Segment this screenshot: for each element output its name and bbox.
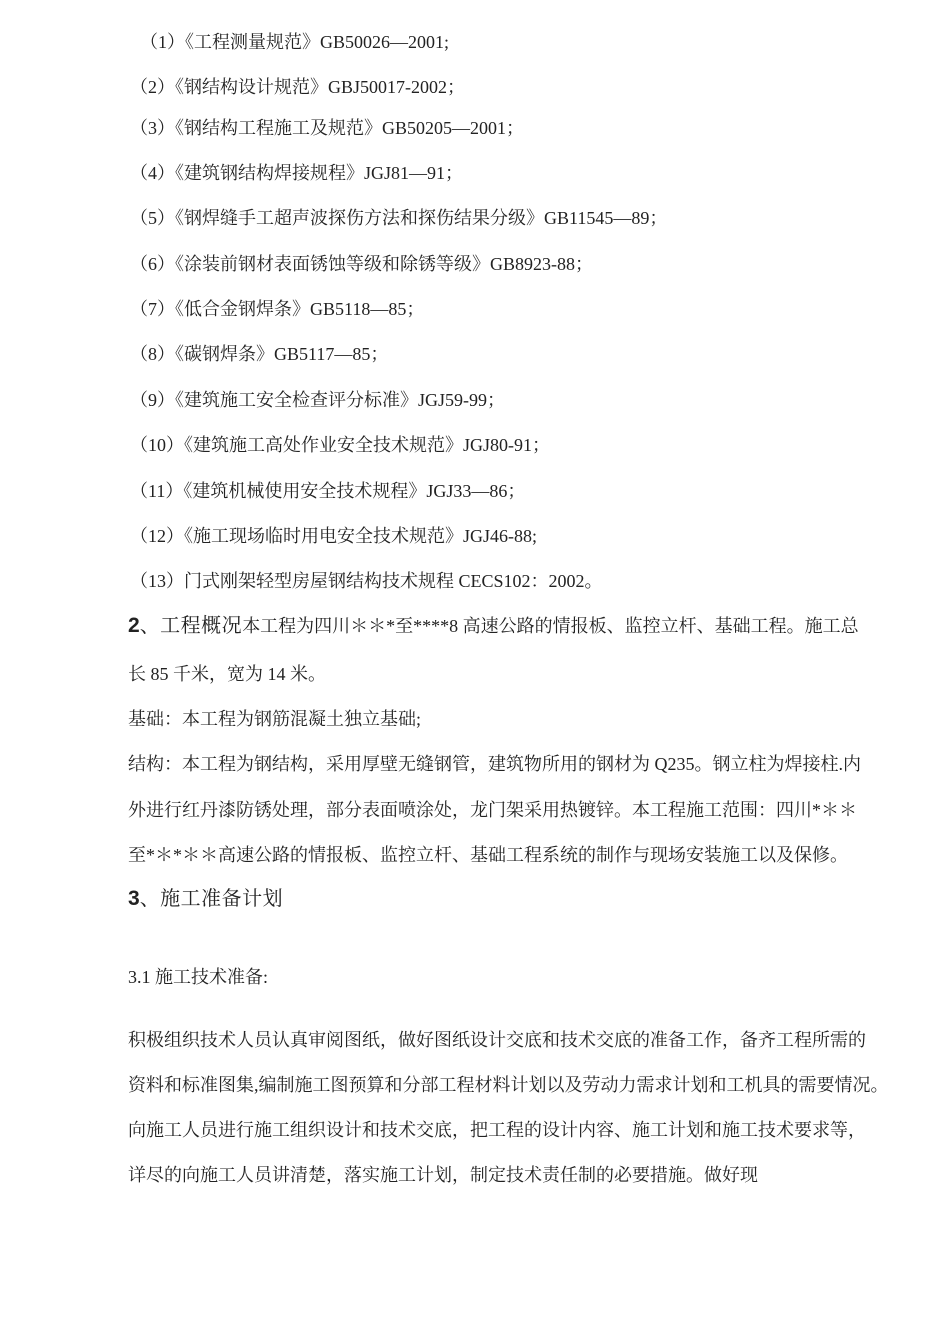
section-2-heading-line <box>128 614 859 638</box>
reference-item: （11）《建筑机械使用安全技术规程》JGJ33—86； <box>130 481 526 501</box>
section-3-heading <box>128 887 283 911</box>
paragraph-line: 至*＊*＊＊高速公路的情报板、监控立杆、基础工程系统的制作与现场安装施工以及保修。 <box>128 845 848 865</box>
paragraph-line: 向施工人员进行施工组织设计和技术交底，把工程的设计内容、施工计划和施工技术要求等， <box>128 1120 866 1140</box>
section-number: 3 <box>128 887 140 910</box>
reference-item: （8）《碳钢焊条》GB5117—85； <box>130 344 389 364</box>
reference-item: （3）《钢结构工程施工及规范》GB50205—2001； <box>130 118 525 138</box>
reference-item: （9）《建筑施工安全检查评分标准》JGJ59-99； <box>130 390 506 410</box>
paragraph-line: 结构：本工程为钢结构，采用厚壁无缝钢管，建筑物所用的钢材为 Q235。钢立柱为焊接柱.内 <box>128 754 861 774</box>
subsection-title: 3.1 施工技术准备: <box>128 967 269 987</box>
reference-item: （6）《涂装前钢材表面锈蚀等级和除锈等级》GB8923-88； <box>130 254 593 274</box>
paragraph-line: 详尽的向施工人员讲清楚，落实施工计划，制定技术责任制的必要措施。做好现 <box>128 1165 758 1185</box>
section-intro-text: 本工程为四川＊＊*至****8 高速公路的情报板、监控立杆、基础工程。施工总 <box>242 616 859 636</box>
reference-item: （4）《建筑钢结构焊接规程》JGJ81—91； <box>130 163 464 183</box>
reference-item: （5）《钢焊缝手工超声波探伤方法和探伤结果分级》GB11545—89； <box>130 208 668 228</box>
paragraph-line: 长 85 千米，宽为 14 米。 <box>128 664 326 684</box>
reference-item: （7）《低合金钢焊条》GB5118—85； <box>130 299 425 319</box>
section-title: 、工程概况 <box>139 615 243 637</box>
section-number: 2 <box>128 614 140 637</box>
paragraph-line: 积极组织技术人员认真审阅图纸，做好图纸设计交底和技术交底的准备工作，备齐工程所需的 <box>128 1030 866 1050</box>
reference-item: （13）门式刚架轻型房屋钢结构技术规程 CECS102：2002。 <box>130 571 603 591</box>
reference-item: （12）《施工现场临时用电安全技术规范》JGJ46-88; <box>130 526 538 546</box>
reference-item: （10）《建筑施工高处作业安全技术规范》JGJ80-91； <box>130 435 551 455</box>
reference-item: （1）《工程测量规范》GB50026—2001; <box>140 32 450 52</box>
section-title: 、施工准备计划 <box>139 888 284 910</box>
paragraph-line: 资料和标准图集,编制施工图预算和分部工程材料计划以及劳动力需求计划和工机具的需要情况。 <box>128 1075 889 1095</box>
foundation-text: 基础：本工程为钢筋混凝土独立基础; <box>128 709 421 729</box>
paragraph-line: 外进行红丹漆防锈处理，部分表面喷涂处，龙门架采用热镀锌。本工程施工范围：四川*＊＊ <box>128 800 857 820</box>
reference-item: （2）《钢结构设计规范》GBJ50017-2002； <box>130 77 466 97</box>
